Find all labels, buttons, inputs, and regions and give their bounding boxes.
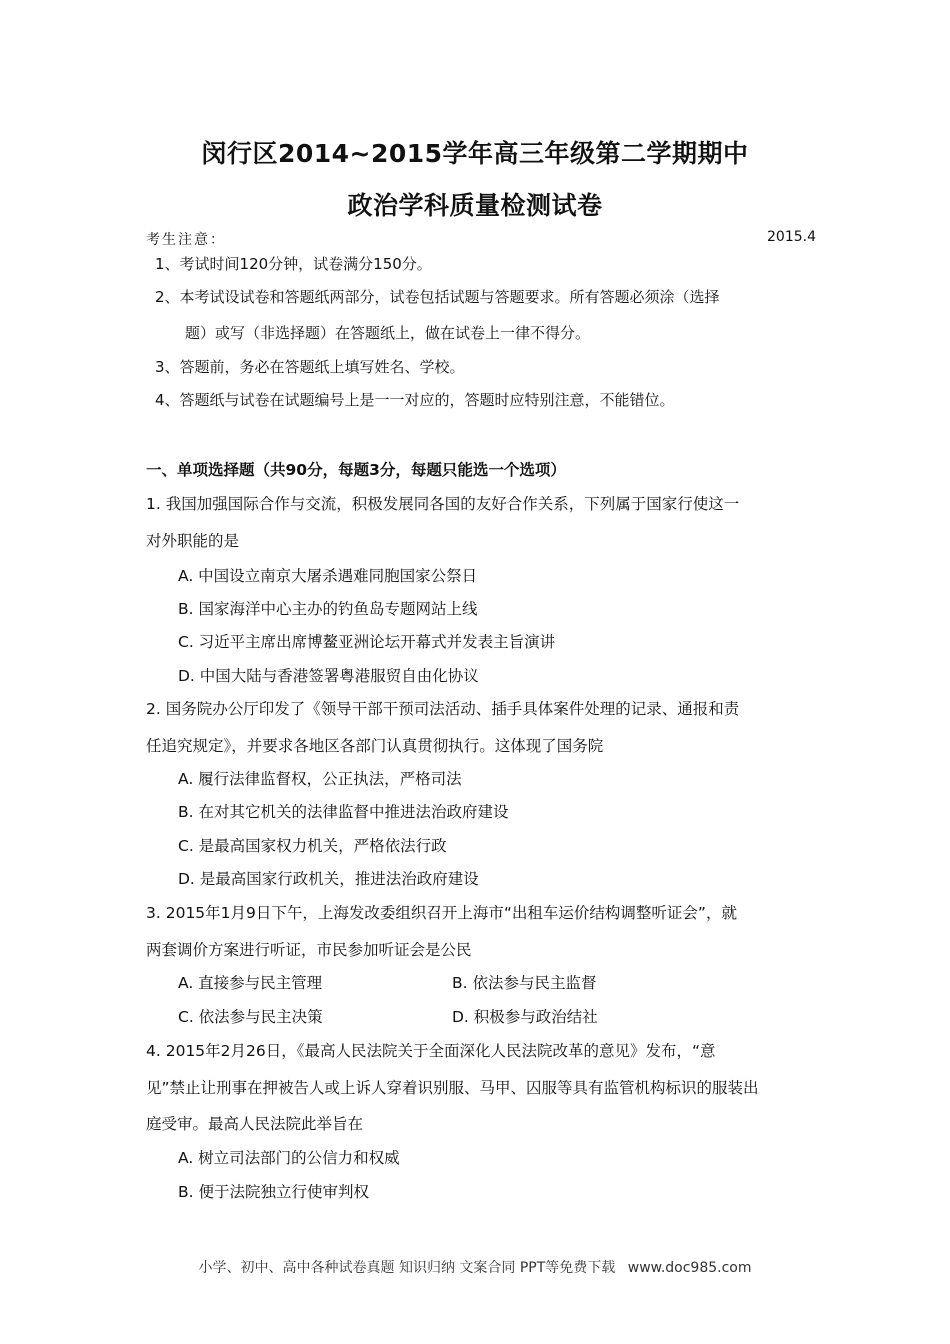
question-2-option-d: D. 是最高国家行政机关，推进法治政府建设	[178, 870, 479, 888]
question-2-line-2: 任追究规定》，并要求各地区各部门认真贯彻执行。这体现了国务院	[146, 737, 604, 755]
note-2-cont: 题）或写（非选择题）在答题纸上，做在试卷上一律不得分。	[185, 324, 591, 342]
question-2-option-a: A. 履行法律监督权，公正执法，严格司法	[178, 770, 462, 788]
page-subtitle: 政治学科质量检测试卷	[347, 191, 603, 220]
footer	[0, 1257, 950, 1277]
question-3-option-b: B. 依法参与民主监督	[452, 974, 597, 992]
question-3-option-d: D. 积极参与政治结社	[452, 1008, 598, 1026]
question-1-option-b: B. 国家海洋中心主办的钓鱼岛专题网站上线	[178, 600, 478, 618]
footer-url[interactable]: www.doc985.com	[627, 1260, 752, 1276]
footer-text: 小学、初中、高中各种试卷真题 知识归纳 文案合同 PPT等免费下载	[198, 1260, 616, 1276]
question-3-line-1: 3. 2015年1月9日下午，上海发改委组织召开上海市“出租车运价结构调整听证会”，就	[146, 904, 737, 922]
question-2-option-c: C. 是最高国家权力机关，严格依法行政	[178, 837, 447, 855]
notice-label: 考生注意：	[146, 232, 226, 248]
question-4-option-a: A. 树立司法部门的公信力和权威	[178, 1149, 400, 1167]
question-3-option-c: C. 依法参与民主决策	[178, 1008, 323, 1026]
note-3: 3、答题前，务必在答题纸上填写姓名、学校。	[155, 358, 465, 376]
question-4-option-b: B. 便于法院独立行使审判权	[178, 1183, 369, 1201]
question-1-option-a: A. 中国设立南京大屠杀遇难同胞国家公祭日	[178, 567, 478, 585]
question-4-line-2: 见”禁止让刑事在押被告人或上诉人穿着识别服、马甲、囚服等具有监管机构标识的服装出	[146, 1079, 759, 1097]
question-1-option-d: D. 中国大陆与香港签署粤港服贸自由化协议	[178, 667, 479, 685]
question-1-line-2: 对外职能的是	[146, 532, 240, 550]
question-3-option-a: A. 直接参与民主管理	[178, 974, 323, 992]
section-heading: 一、单项选择题（共90分，每题3分，每题只能选一个选项）	[146, 461, 566, 479]
question-2-option-b: B. 在对其它机关的法律监督中推进法治政府建设	[178, 803, 509, 821]
question-1-line-1: 1. 我国加强国际合作与交流，积极发展同各国的友好合作关系，下列属于国家行使这一	[146, 495, 740, 513]
note-1: 1、考试时间120分钟，试卷满分150分。	[155, 255, 432, 273]
question-3-line-2: 两套调价方案进行听证，市民参加听证会是公民	[146, 941, 472, 959]
note-2: 2、本考试设试卷和答题纸两部分，试卷包括试题与答题要求。所有答题必须涂（选择	[155, 288, 720, 306]
exam-date: 2015.4	[767, 229, 816, 245]
question-2-line-1: 2. 国务院办公厅印发了《领导干部干预司法活动、插手具体案件处理的记录、通报和责	[146, 700, 740, 718]
page-title: 闵行区2014~2015学年高三年级第二学期期中	[201, 139, 749, 168]
note-4: 4、答题纸与试卷在试题编号上是一一对应的，答题时应特别注意，不能错位。	[155, 391, 675, 409]
question-1-option-c: C. 习近平主席出席博鳌亚洲论坛开幕式并发表主旨演讲	[178, 633, 556, 651]
question-4-line-1: 4. 2015年2月26日，《最高人民法院关于全面深化人民法院改革的意见》发布，“意	[146, 1042, 716, 1060]
question-4-line-3: 庭受审。最高人民法院此举旨在	[146, 1115, 364, 1133]
